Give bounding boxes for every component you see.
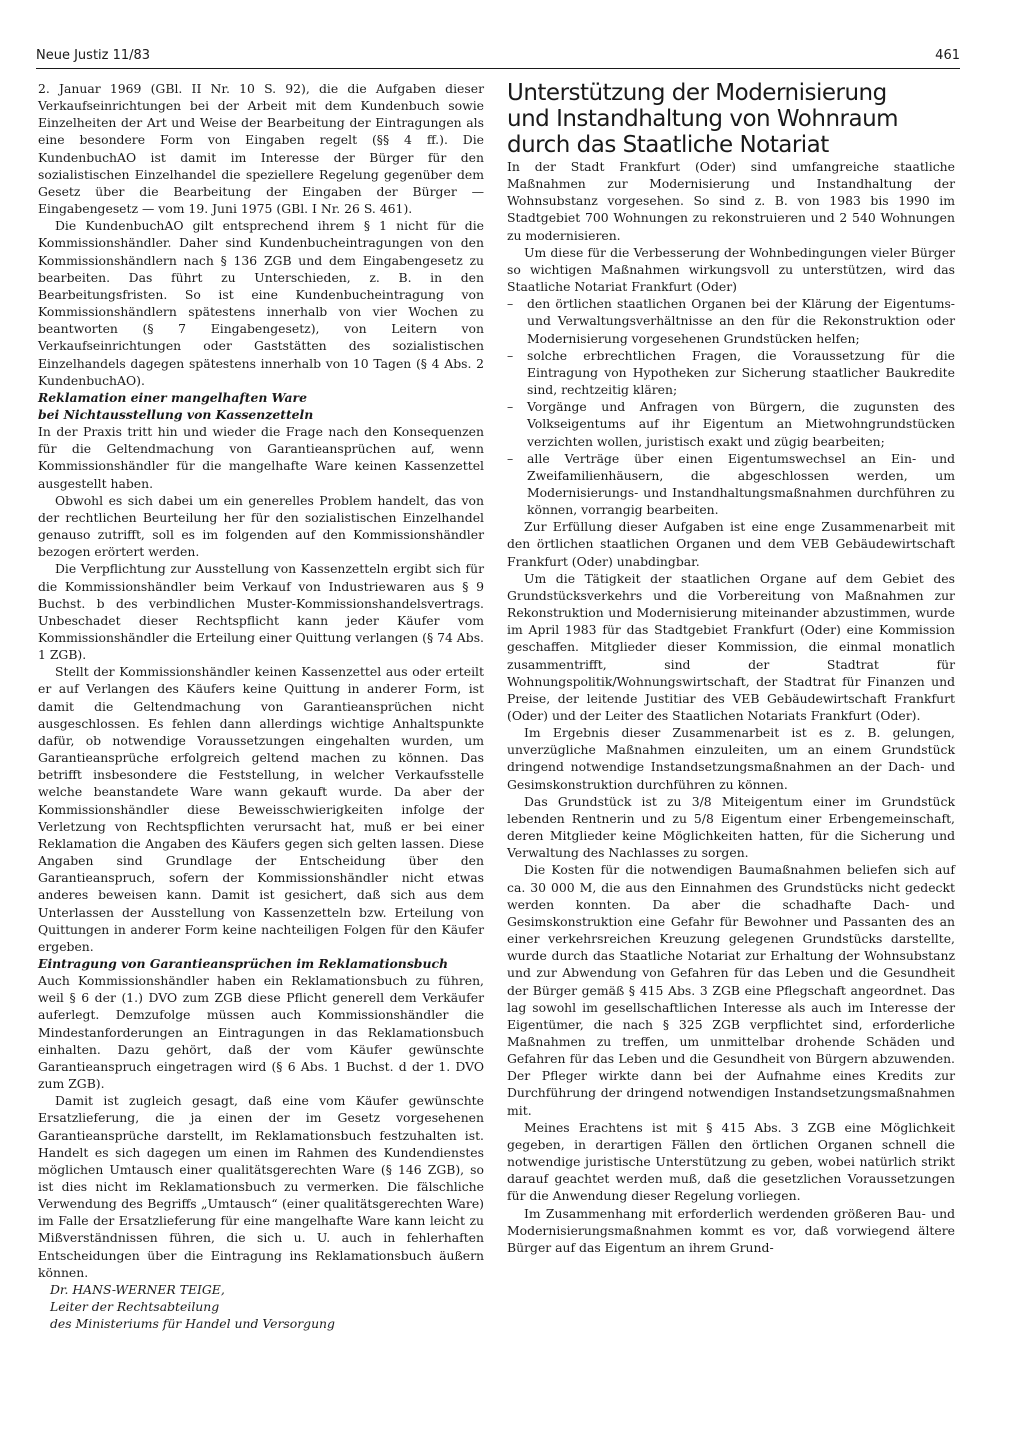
section-heading-line: Reklamation einer mangelhaften Ware	[38, 389, 307, 405]
section-heading-line: bei Nichtausstellung von Kassenzetteln	[38, 406, 314, 422]
paragraph: Im Ergebnis dieser Zusammenarbeit ist es z. B. gelungen, unverzügliche Maßnahmen einzuleiten, um an einem Grundstück dringend notwendige Instandsetzungsmaßnahmen an der Dach- und Gesimskonstruktion durchführen zu können.	[507, 725, 955, 792]
paragraph: In der Stadt Frankfurt (Oder) sind umfangreiche staatliche Maßnahmen zur Modernisierung und Instandhaltung der Wohnsubstanz vorgesehen. So sind z. B. von 1983 bis 1990 im Stadtgebiet 700 Wohnungen zu rekonstruieren und 2 540 Wohnungen zu modernisieren.	[507, 159, 955, 243]
page-header	[36, 48, 960, 63]
right-column	[507, 158, 955, 1256]
paragraph: Um diese für die Verbesserung der Wohnbedingungen vieler Bürger so wichtigen Maßnahmen wirkungsvoll zu unterstützen, wird das Staatliche Notariat Frankfurt (Oder)	[507, 244, 955, 295]
paragraph: Um die Tätigkeit der staatlichen Organe auf dem Gebiet des Grundstücksverkehrs und die Vorbereitung von Maßnahmen zur Rekonstruktion und Modernisierung miteinander abzustimmen, wurde im April 1983 für das Stadtgebiet Frankfurt (Oder) eine Kommission geschaffen. Mitglieder dieser Kommission, die einmal monatlich zusammentrifft, sind der Stadtrat für Wohnungspolitik/Wohnungswirtschaft, der Stadtrat für Finanzen und Preise, der leitende Justitiar des VEB Gebäudewirtschaft Frankfurt (Oder) und der Leiter des Staatlichen Notariats Frankfurt (Oder).	[507, 570, 955, 723]
journal-issue: Neue Justiz 11/83	[36, 48, 151, 63]
paragraph: Die KundenbuchAO gilt entsprechend ihrem § 1 nicht für die Kommissionshändler. Daher sind Kundenbucheintragungen von den Kommissionshändlern nach § 136 ZGB und dem Eingabengesetz zu bearbeiten. Das führt zu Unterschieden, z. B. in den Bearbeitungsfristen. So ist eine Kundenbucheintragung von Kommissionshändlern spätestens innerhalb von vier Wochen zu beantworten (§ 7 Eingabengesetz), von Leitern von Verkaufseinrichtungen oder Gaststätten des sozialistischen Einzelhandels dagegen spätestens innerhalb von 10 Tagen (§ 4 Abs. 2 KundenbuchAO).	[38, 218, 484, 388]
list-item: – den örtlichen staatlichen Organen bei der Klärung der Eigentums- und Verwaltungsverhältnisse an den für die Rekonstruktion oder Modernisierung vorgesehenen Grundstücken helfen;	[507, 295, 955, 346]
list-item: – Vorgänge und Anfragen von Bürgern, die zugunsten des Volkseigentums auf ihr Eigentum an Mietwohngrundstücken verzichten wollen, juristisch exakt und zügig bearbeiten;	[507, 398, 955, 449]
list-item: – solche erbrechtlichen Fragen, die Voraussetzung für die Eintragung von Hypotheken zur Sicherung staatlicher Baukredite sind, rechtzeitig klären;	[507, 347, 955, 398]
paragraph: Zur Erfüllung dieser Aufgaben ist eine enge Zusammenarbeit mit den örtlichen staatlichen Organen und dem VEB Gebäudewirtschaft Frankfurt (Oder) unabdingbar.	[507, 519, 955, 569]
article-title-line: Unterstützung der Modernisierung	[507, 80, 887, 106]
paragraph: In der Praxis tritt hin und wieder die Frage nach den Konsequenzen für die Geltendmachung von Garantieansprüchen auf, wenn Kommissionshändler für die mangelhafte Ware keinen Kassenzettel ausgestellt haben.	[38, 424, 484, 491]
list-item: – alle Verträge über einen Eigentumswechsel an Ein- und Zweifamilienhäusern, die abgeschlossen werden, um Modernisierungs- und Instandhaltungsmaßnahmen durchführen zu können, vorrangig bearbeiten.	[507, 450, 955, 519]
paragraph: Die Kosten für die notwendigen Baumaßnahmen beliefen sich auf ca. 30 000 M, die aus den Einnahmen des Grundstücks nicht gedeckt werden konnten. Da aber die schadhafte Dach- und Gesimskonstruktion eine Gefahr für Bewohner und Passanten des an einer verkehrsreichen Kreuzung gelegenen Grundstücks darstellte, wurde durch das Staatliche Notariat zur Erhaltung der Wohnsubstanz und zur Abwendung von Gefahren für das Leben und die Gesundheit der Bürger gemäß § 415 Abs. 3 ZGB eine Pflegschaft angeordnet. Das lag sowohl im gesellschaftlichen Interesse als auch im Interesse der Eigentümer, die nach § 325 ZGB verpflichtet sind, erforderliche Maßnahmen zu treffen, um unmittelbar drohende Schäden und Gefahren für das Leben und die Gesundheit von Bürgern abzuwenden. Der Pfleger wirkte dann bei der Aufnahme eines Kredits zur Durchführung der dringend notwendigen Instandsetzungsmaßnahmen mit.	[507, 862, 955, 1118]
article-title-line: und Instandhaltung von Wohnraum	[507, 106, 899, 132]
paragraph: Das Grundstück ist zu 3/8 Miteigentum einer im Grundstück lebenden Rentnerin und zu 5/8 Eigentum einer Erbengemeinschaft, deren Mitglieder keine Möglichkeiten hatten, für die Sicherung und Verwaltung des Nachlasses zu sorgen.	[507, 793, 955, 861]
paragraph: Die Verpflichtung zur Ausstellung von Kassenzetteln ergibt sich für die Kommissionshändler beim Verkauf von Industriewaren aus § 9 Buchst. b des verbindlichen Muster-Kommissionshandelsvertrags. Unbeschadet dieser Rechtspflicht kann jeder Käufer vom Kommissionshändler die Erteilung einer Quittung verlangen (§ 74 Abs. 1 ZGB).	[38, 561, 484, 663]
section-heading	[38, 389, 484, 423]
article-title-line: durch das Staatliche Notariat	[507, 132, 829, 158]
author-name: Dr. HANS-WERNER TEIGE,	[50, 1281, 225, 1297]
article-title	[507, 80, 957, 158]
author-position: Leiter der Rechtsabteilung	[50, 1299, 220, 1315]
paragraph: 2. Januar 1969 (GBl. II Nr. 10 S. 92), die die Aufgaben dieser Verkaufseinrichtungen bei der Arbeit mit dem Kundenbuch sowie Einzelheiten der Art und Weise der Bearbeitung der Eintragungen als eine besondere Form von Eingaben regelt (§§ 4 ff.). Die KundenbuchAO ist damit im Interesse der Bürger für den sozialistischen Einzelhandel die speziellere Regelung gegenüber dem Gesetz über die Bearbeitung der Eingaben der Bürger — Eingabengesetz — vom 19. Juni 1975 (GBl. I Nr. 26 S. 461).	[38, 81, 484, 217]
paragraph: Stellt der Kommissionshändler keinen Kassenzettel aus oder erteilt er auf Verlangen des Käufers keine Quittung in anderer Form, ist damit die Geltendmachung von Garantieansprüchen nicht ausgeschlossen. Es fehlen dann allerdings wichtige Anhaltspunkte dafür, ob notwendige Voraussetzungen eingehalten wurden, um Garantieansprüche erfolgreich geltend machen zu können. Das betrifft insbesondere die Feststellung, in welcher Verkaufsstelle welche beanstandete Ware wann gekauft wurde. Da aber der Kommissionshändler diese Beweisschwierigkeiten infolge der Verletzung von Rechtspflichten verursacht hat, muß er bei einer Reklamation die Angaben des Käufers gegen sich gelten lassen. Diese Angaben sind Grundlage der Entscheidung über den Garantieanspruch, sofern der Kommissionshändler nicht etwas anderes beweisen kann. Damit ist gesichert, daß sich aus dem Unterlassen der Ausstellung von Kassenzetteln bzw. Erteilung von Quittungen in anderer Form keine nachteiligen Folgen für den Käufer ergeben.	[38, 664, 484, 954]
author-organization: des Ministeriums für Handel und Versorgung	[50, 1316, 335, 1332]
paragraph: Auch Kommissionshändler haben ein Reklamationsbuch zu führen, weil § 6 der (1.) DVO zum ZGB diese Pflicht generell dem Verkäufer auferlegt. Demzufolge müssen auch Kommissionshändler die Mindestanforderungen an Eintragungen in das Reklamationsbuch einhalten. Dazu gehört, daß der vom Käufer gewünschte Garantieanspruch eingetragen wird (§ 6 Abs. 1 Buchst. d der 1. DVO zum ZGB).	[38, 973, 484, 1092]
paragraph: Im Zusammenhang mit erforderlich werdenden größeren Bau- und Modernisierungsmaßnahmen kommt es vor, daß vorwiegend ältere Bürger auf das Eigentum an ihrem Grund-	[507, 1205, 955, 1255]
left-column	[38, 80, 484, 1332]
task-list	[507, 295, 955, 518]
paragraph: Obwohl es sich dabei um ein generelles Problem handelt, das von der rechtlichen Beurteilung her für den sozialistischen Einzelhandel genauso zutrifft, soll es im folgenden auf den Kommissionshändler bezogen erörtert werden.	[38, 492, 484, 560]
paragraph: Damit ist zugleich gesagt, daß eine vom Käufer gewünschte Ersatzlieferung, die ja einen der im Gesetz vorgesehenen Garantieansprüche darstellt, im Reklamationsbuch festzuhalten ist. Handelt es sich dagegen um einen im Rahmen des Kundendienstes möglichen Umtausch einer qualitätsgerechten Ware (§ 146 ZGB), so ist dies nicht im Reklamationsbuch zu vermerken. Die fälschliche Verwendung des Begriffs „Umtausch“ (einer qualitätsgerechten Ware) im Falle der Ersatzlieferung für eine mangelhafte Ware kann leicht zu Mißverständnissen führen, die sich u. U. auch in fehlerhaften Entscheidungen über die Eintragung ins Reklamationsbuch äußern können.	[38, 1093, 484, 1280]
section-heading: Eintragung von Garantieansprüchen im Reklamationsbuch	[38, 955, 449, 971]
paragraph: Meines Erachtens ist mit § 415 Abs. 3 ZGB eine Möglichkeit gegeben, in derartigen Fällen den örtlichen Organen schnell die notwendige juristische Unterstützung zu geben, wobei natürlich strikt darauf geachtet werden muß, daß die gesetzlichen Voraussetzungen für die Anwendung dieser Regelung vorliegen.	[507, 1119, 955, 1204]
page-number: 461	[935, 48, 960, 63]
header-rule	[36, 68, 960, 69]
